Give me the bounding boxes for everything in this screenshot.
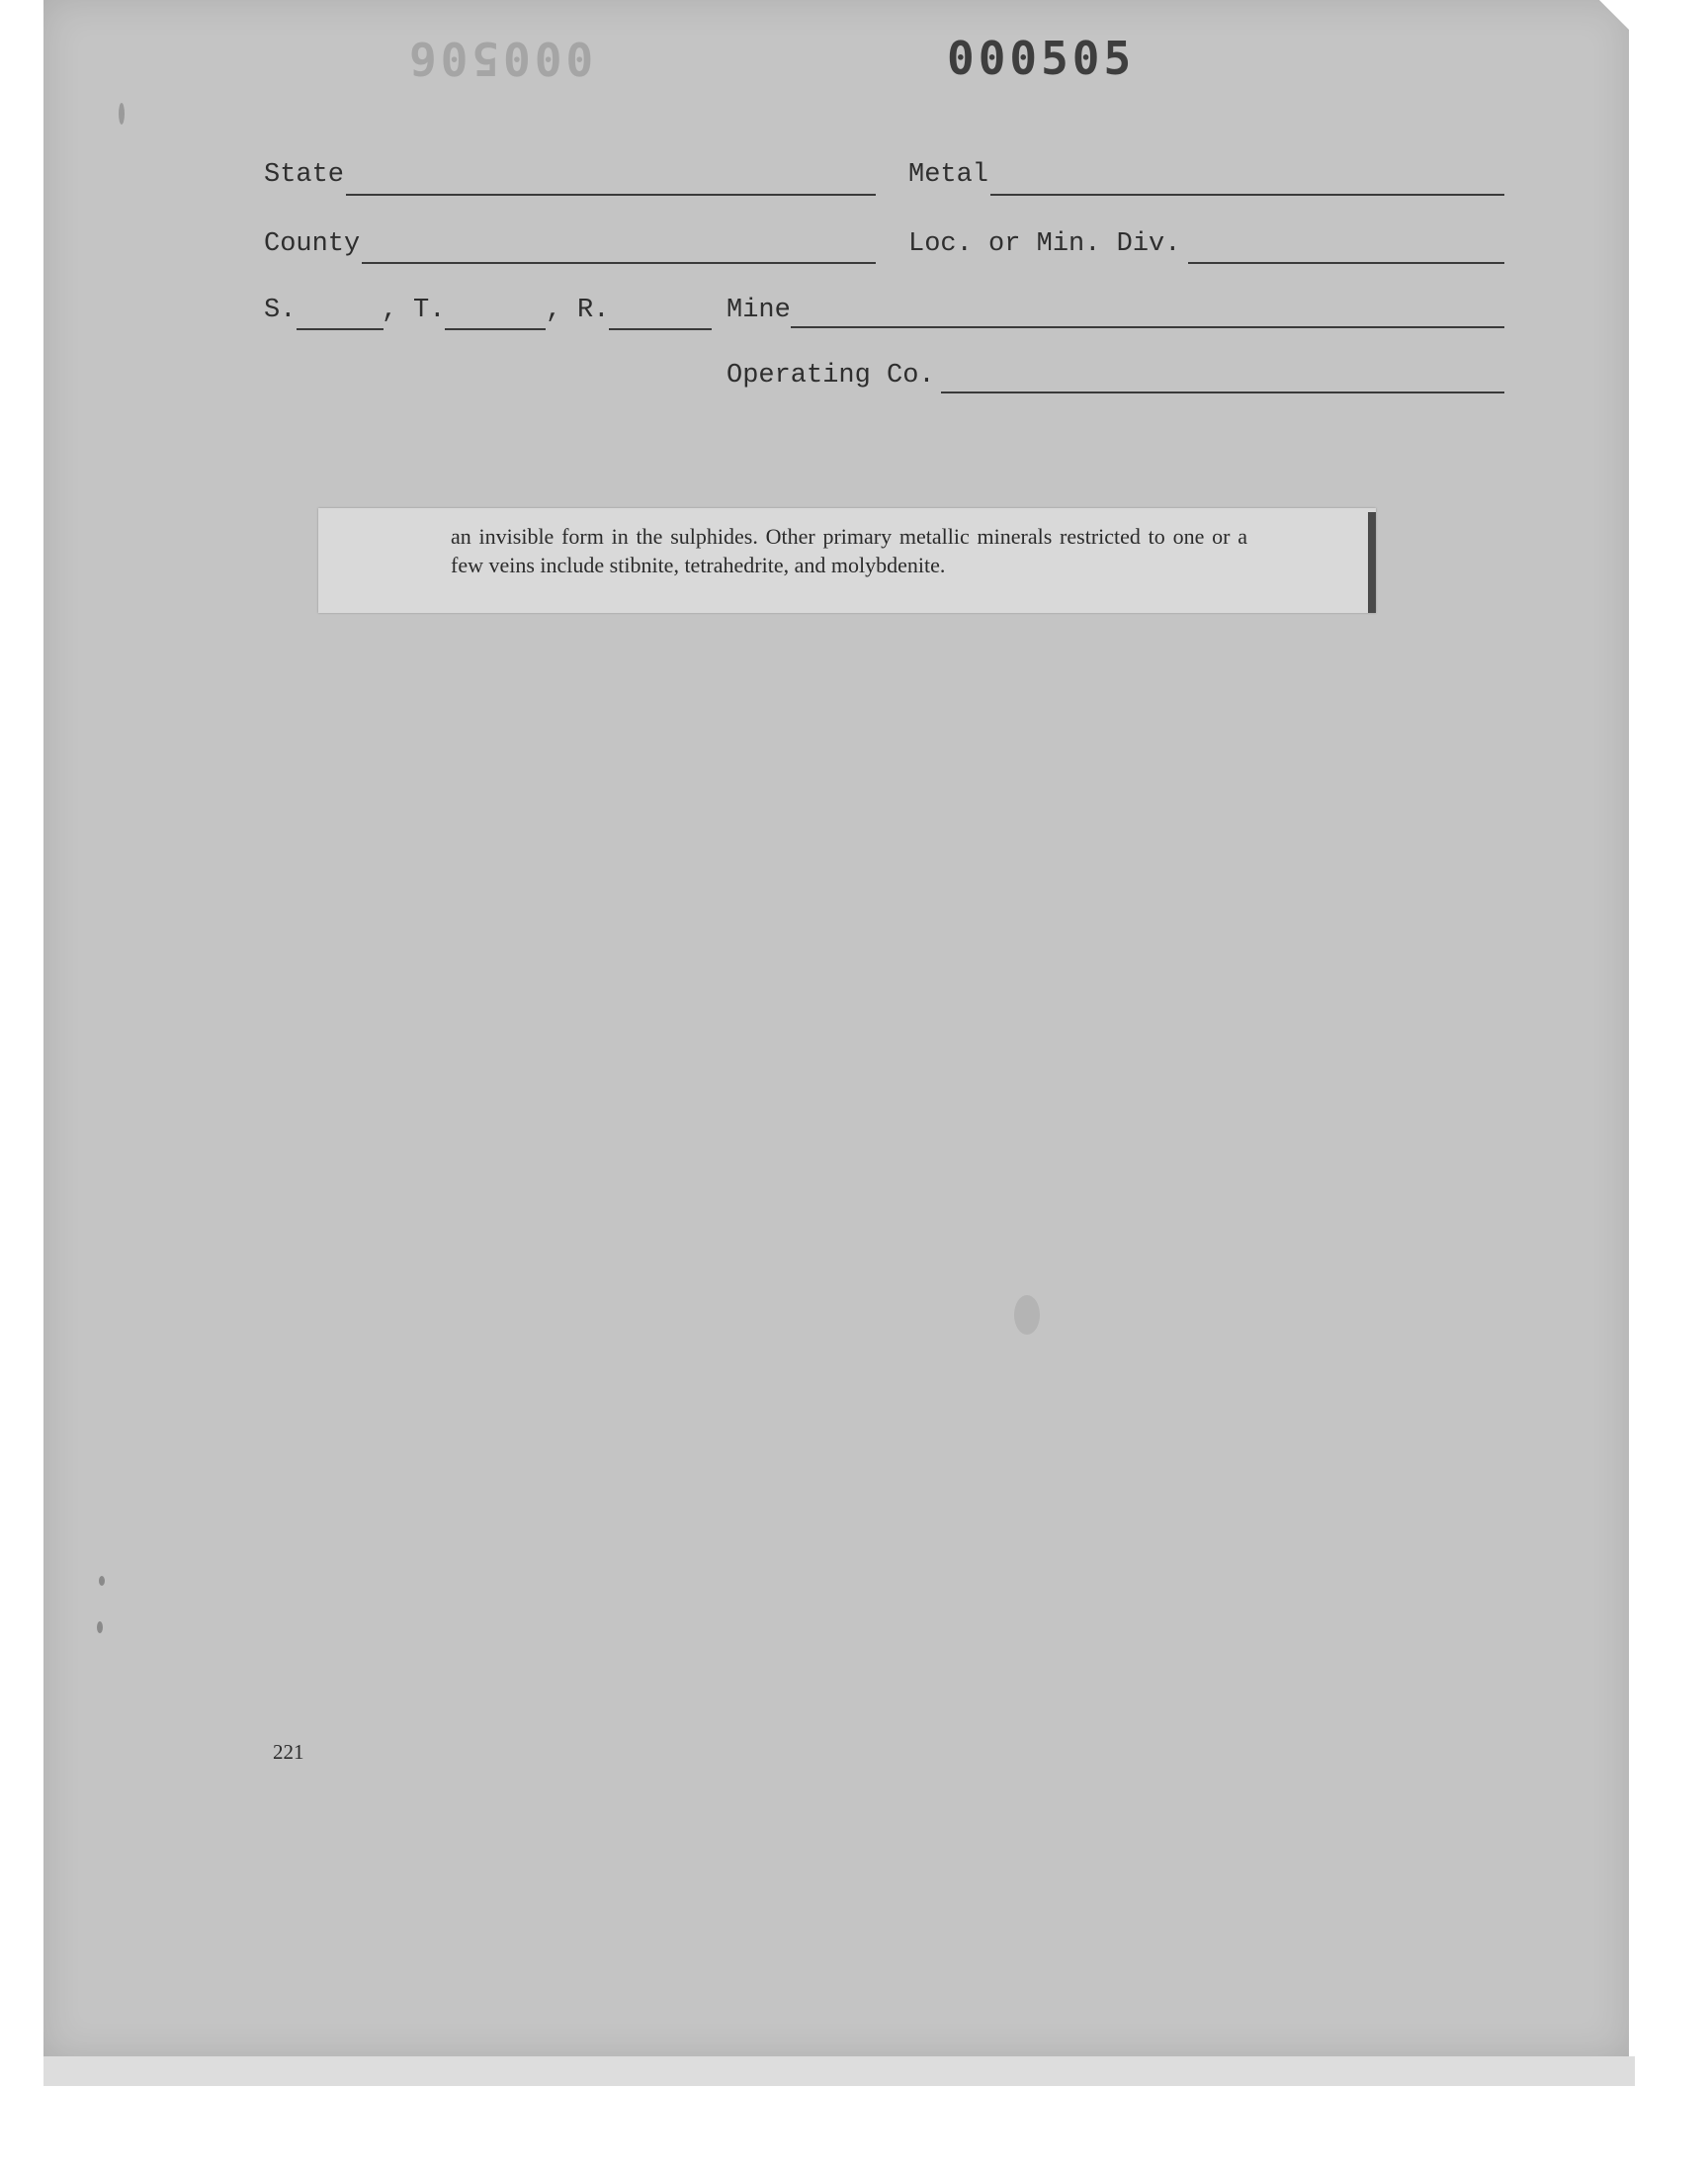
range-field-line[interactable] [609,328,712,330]
clipping-text: an invisible form in the sulphides. Other primary metallic minerals restricted to one or a few veins include stibnite, tetrahedrite, and molybdenite. [451,524,1247,577]
punch-hole-mark [99,1576,105,1586]
page-number: 221 [273,1740,304,1764]
mine-label: Mine [726,296,791,325]
document-stamp-number: 000505 [947,32,1136,85]
county-label: County [264,229,361,259]
state-label: State [264,160,345,190]
township-field-line[interactable] [445,328,546,330]
township-label: T. [413,296,446,325]
metal-field-line[interactable] [990,194,1504,196]
scan-bottom-strip [43,2056,1635,2086]
scan-smudge [1014,1295,1040,1335]
loc-min-div-field-line[interactable] [1188,262,1504,264]
mine-field-line[interactable] [791,326,1504,328]
comma: , [382,296,398,325]
folded-corner [1599,0,1629,30]
range-label: R. [577,296,610,325]
pasted-text-clipping [318,508,1376,613]
section-label: S. [264,296,297,325]
punch-hole-mark [97,1621,103,1633]
ghost-stamp-number: 000506 [405,32,594,85]
loc-min-div-label: Loc. or Min. Div. [908,229,1181,259]
comma: , [546,296,562,325]
clipping-margin-bar [1368,512,1376,613]
operating-co-label: Operating Co. [726,361,935,391]
county-field-line[interactable] [362,262,876,264]
scan-mark [119,103,125,125]
operating-co-field-line[interactable] [941,392,1504,393]
metal-label: Metal [908,160,989,190]
state-field-line[interactable] [346,194,876,196]
section-field-line[interactable] [297,328,384,330]
